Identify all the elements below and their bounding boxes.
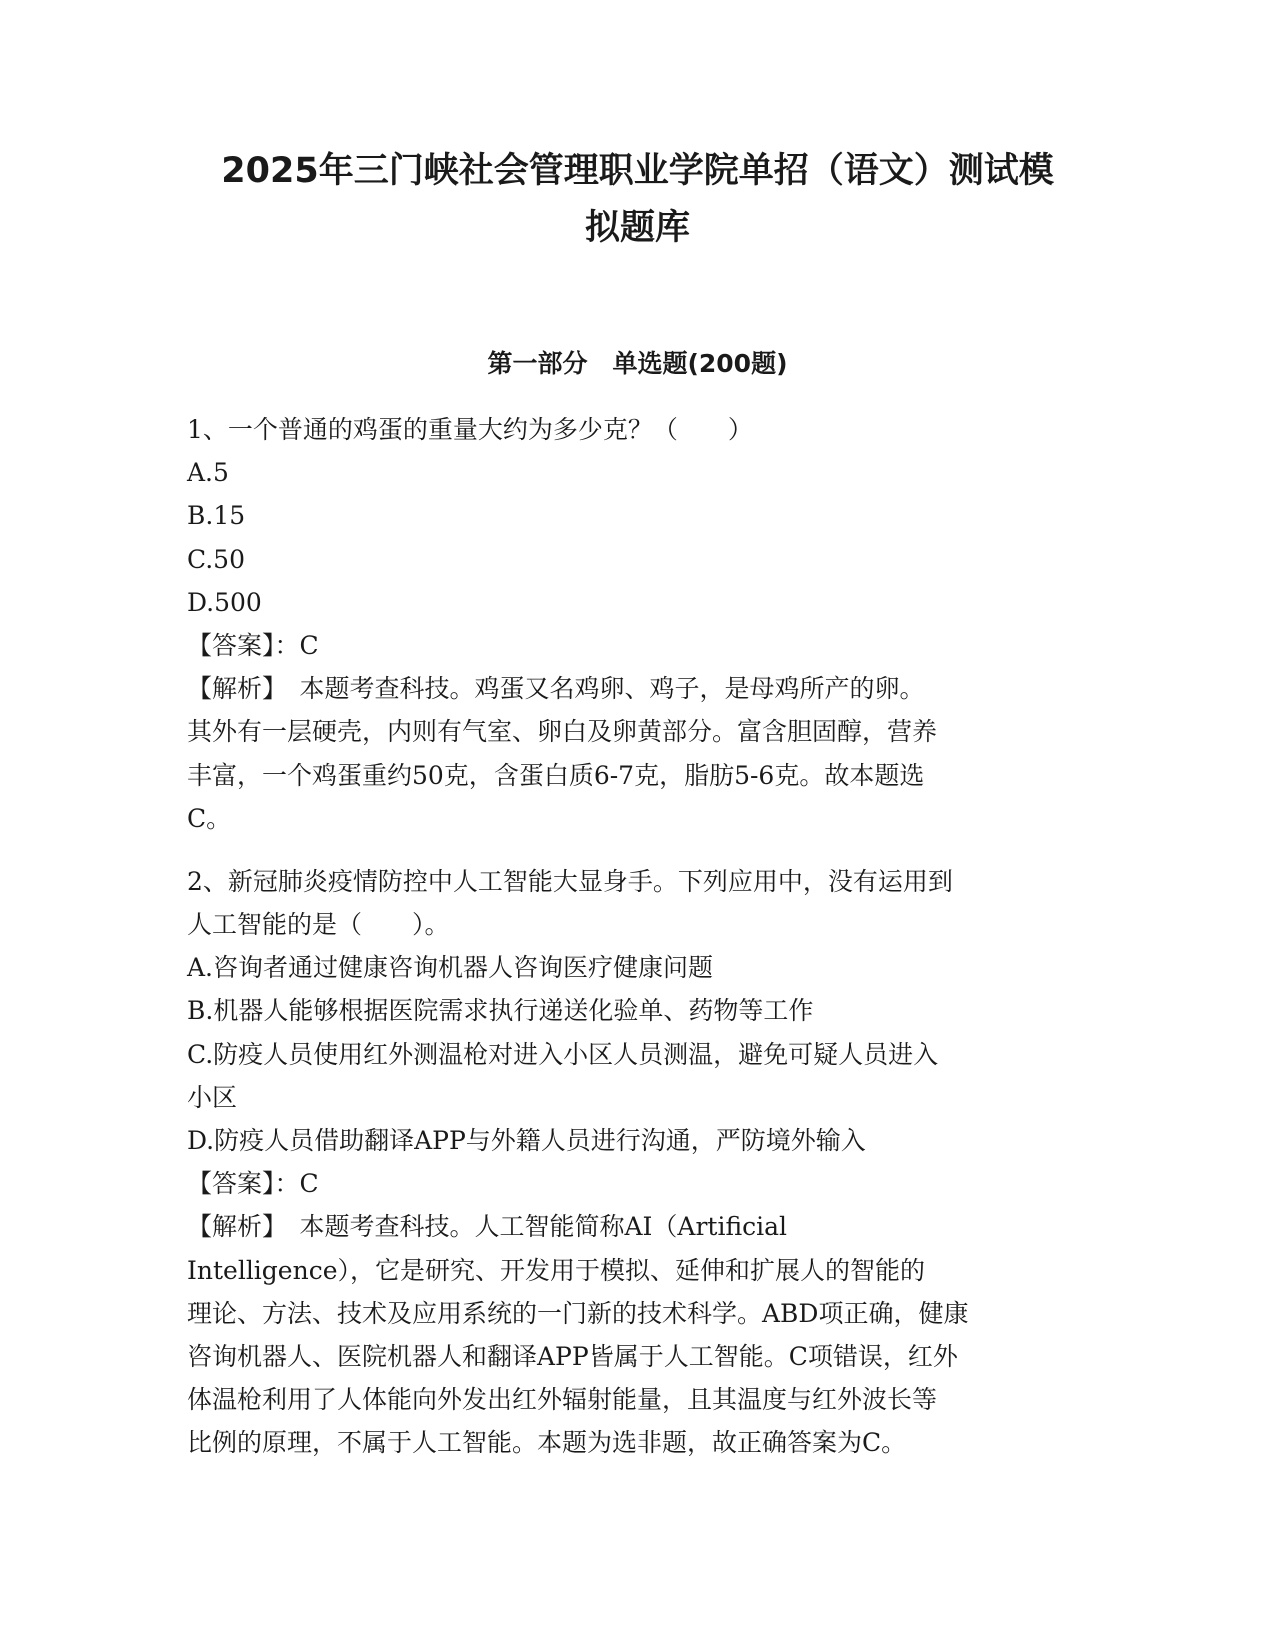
answer-line: 【答案】：C [187,1169,319,1199]
option-b: B.机器人能够根据医院需求执行递送化验单、药物等工作 [187,996,814,1026]
question-gap [187,840,1087,860]
question-item [187,860,1087,1465]
option-b: B.15 [187,501,246,531]
analysis-line: 【解析】 本题考查科技。鸡蛋又名鸡卵、鸡子，是母鸡所产的卵。 [187,674,925,704]
option-a: A.咨询者通过健康咨询机器人咨询医疗健康问题 [187,953,714,983]
analysis-line: 理论、方法、技术及应用系统的一门新的技术科学。ABD项正确，健康 [187,1298,969,1328]
question-stem: 1、一个普通的鸡蛋的重量大约为多少克？（ ） [187,415,753,444]
document-title [150,143,1125,257]
option-c: C.防疫人员使用红外测温枪对进入小区人员测温，避免可疑人员进入 [187,1039,939,1069]
analysis-line: 体温枪利用了人体能向外发出红外辐射能量，且其温度与红外波长等 [187,1385,938,1415]
analysis-line: 【解析】 本题考查科技。人工智能简称AI（Artificial [187,1212,788,1242]
title-line: 2025年三门峡社会管理职业学院单招（语文）测试模 [221,151,1054,191]
title-line: 拟题库 [584,208,690,248]
answer-line: 【答案】：C [187,630,319,660]
option-c: C.50 [187,544,245,574]
analysis-line: 其外有一层硬壳，内则有气室、卵白及卵黄部分。富含胆固醇，营养 [187,717,938,747]
option-a: A.5 [187,458,229,488]
option-c: 小区 [187,1082,238,1112]
analysis-line: 比例的原理，不属于人工智能。本题为选非题，故正确答案为C。 [187,1428,907,1458]
question-stem: 2、新冠肺炎疫情防控中人工智能大显身手。下列应用中，没有运用到 [187,866,953,896]
option-d: D.500 [187,587,262,617]
analysis-line: 丰富，一个鸡蛋重约50克，含蛋白质6-7克，脂肪5-6克。故本题选 [187,760,925,790]
option-d: D.防疫人员借助翻译APP与外籍人员进行沟通，严防境外输入 [187,1126,866,1155]
analysis-line: 咨询机器人、医院机器人和翻译APP皆属于人工智能。C项错误，红外 [187,1341,958,1371]
analysis-line: Intelligence），它是研究、开发用于模拟、延伸和扩展人的智能的 [187,1255,926,1285]
question-item [187,408,1087,840]
question-list [187,408,1087,1465]
analysis-line: C。 [187,803,232,833]
section-heading: 第一部分 单选题(200题) [487,349,788,378]
question-stem: 人工智能的是（ ）。 [187,910,450,940]
